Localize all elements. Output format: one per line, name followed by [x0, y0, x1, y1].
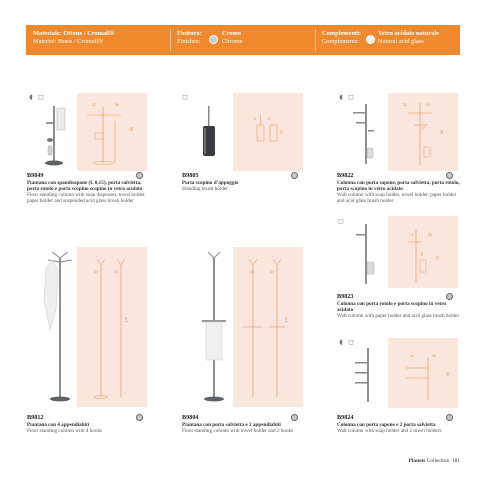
dim-width: 30	[94, 270, 98, 274]
description-it: Porta scopino d’appoggio	[182, 180, 239, 186]
description-en: Wall column with soap holder and 2 towel holders	[337, 428, 442, 434]
glass-cup-icon: ◻	[338, 217, 344, 225]
material-info	[33, 30, 115, 46]
product-description	[182, 180, 307, 192]
material-label-it: Materiale: Ottone / Cromall®	[33, 30, 115, 37]
header-divider	[315, 29, 316, 51]
finish-label-it: Finitura:	[177, 30, 202, 37]
product-code: B9849	[27, 172, 44, 179]
floor-icon: ◻	[182, 93, 188, 101]
product-description	[27, 422, 152, 434]
finish-info	[177, 30, 202, 46]
b9824-photo	[345, 346, 380, 404]
finish-chrome-icon	[136, 414, 143, 421]
product-description	[182, 422, 307, 434]
b9823-photo	[345, 222, 380, 288]
b9812-photo	[40, 250, 75, 405]
b9822-photo	[345, 100, 380, 170]
header-divider	[170, 29, 171, 51]
wall-mount-icon: ◖	[339, 93, 343, 101]
dim-width: 22	[92, 103, 96, 107]
b9805-photo	[196, 100, 226, 170]
components-value	[378, 30, 439, 46]
chrome-swatch-icon	[209, 35, 218, 44]
glass-cup-icon: ◻	[38, 93, 44, 101]
dim-depth: 30	[115, 103, 119, 107]
finish-chrome-icon	[446, 414, 453, 421]
dim-height-2: 88	[439, 130, 444, 134]
page-footer	[409, 458, 460, 464]
dim-height: 38	[445, 372, 450, 376]
b9822-drawing	[388, 93, 458, 171]
product-description	[27, 180, 152, 204]
dim-depth: 26	[428, 233, 432, 237]
dim-height: 170	[284, 317, 289, 323]
wall-mount-icon: ◖	[339, 338, 343, 346]
page-number: 181	[451, 458, 460, 464]
b9804-photo	[196, 250, 231, 405]
finish-value-it: Cromo	[222, 30, 242, 37]
b9805-drawing	[233, 93, 303, 171]
description-it: Piantana con 4 appendiabiti	[27, 422, 90, 428]
product-description	[337, 301, 460, 319]
description-en: Wall column with paper holder and acid glass brush holder	[337, 313, 460, 319]
dim-height-1: 54	[419, 252, 424, 256]
description-it: Colonna con porta sapone e 2 porta salvietta	[337, 422, 436, 428]
dim-width: 11	[410, 233, 414, 237]
description-it: Piantana con spandisapone (L 0,15), porta salvietta, porta rotolo e porta scopino scopino in vetro acidato	[27, 180, 143, 192]
product-description	[337, 422, 460, 434]
product-code: B9804	[182, 414, 199, 421]
glass-swatch-icon	[366, 35, 375, 44]
components-value-en: Natural acid glass	[378, 38, 424, 45]
product-description	[337, 180, 460, 204]
dim-height-1: 71	[421, 126, 426, 130]
dim-depth: 30	[270, 270, 274, 274]
finish-value	[222, 30, 243, 46]
description-it: Colonna con porta rotolo e porta scopino in vetro acidato	[337, 301, 447, 313]
description-it: Colonna con porta sapone, porta salvietta, porta rotolo, porta scopino in vetro acidato	[337, 180, 460, 192]
finish-chrome-icon	[291, 172, 298, 179]
material-label-en: Material: Brass / Cromall®	[33, 38, 103, 45]
dim-height-2: 72	[435, 256, 440, 260]
header-band	[26, 25, 460, 55]
soap-dish-icon: ◻	[348, 338, 354, 346]
b9849-photo	[40, 100, 70, 170]
components-value-it: Vetro acidato naturale	[378, 30, 440, 37]
product-code: B9805	[182, 172, 199, 179]
finish-value-en: Chrome	[222, 38, 243, 45]
dim-height: 88	[129, 127, 134, 131]
dim-depth: 9	[268, 117, 270, 121]
product-code: B9812	[27, 414, 44, 421]
description-it: Piantana con porta salvietta e 2 appendiabiti	[182, 422, 281, 428]
description-en: Standing brush holder	[182, 186, 228, 192]
description-en: Wall column with soap holder, towel holder, paper holder and acid glass brush holder	[337, 192, 457, 204]
dim-height: 175	[124, 317, 129, 323]
dim-width: 41	[410, 354, 414, 358]
dim-width: 48	[250, 270, 254, 274]
b9812-drawing	[77, 247, 147, 407]
finish-label-en: Finishes:	[177, 38, 201, 45]
b9804-drawing	[233, 247, 303, 407]
product-code: B9824	[337, 414, 354, 421]
components-label-en: Complements:	[322, 38, 360, 45]
finish-chrome-icon	[136, 172, 143, 179]
dim-width: 9	[254, 117, 256, 121]
dim-depth: 30	[114, 270, 118, 274]
finish-chrome-icon	[291, 414, 298, 421]
product-code: B9823	[337, 293, 354, 300]
components-info	[322, 30, 361, 46]
footer-brand: Planets	[408, 458, 426, 464]
description-en: Floor standing column with towel holder and 2 hooks	[182, 428, 294, 434]
dim-height: 37	[279, 130, 284, 134]
dim-depth: 30	[426, 103, 430, 107]
description-en: Floor standing column with soap dispenser, towel holder, paper holder and suspended acid glass brush holder	[27, 192, 146, 204]
components-label-it: Complementi:	[322, 30, 362, 37]
description-en: Floor standing column with 4 hooks	[27, 428, 103, 434]
finish-chrome-icon	[446, 172, 453, 179]
footer-collection: Collection	[426, 458, 450, 464]
product-code: B9822	[337, 172, 354, 179]
finish-chrome-icon	[446, 293, 453, 300]
dim-width: 22	[403, 103, 407, 107]
b9849-drawing	[77, 93, 147, 171]
glass-cup-icon: ◻	[348, 93, 354, 101]
wall-mount-icon: ◖	[29, 93, 33, 101]
dim-depth: 30	[432, 354, 436, 358]
